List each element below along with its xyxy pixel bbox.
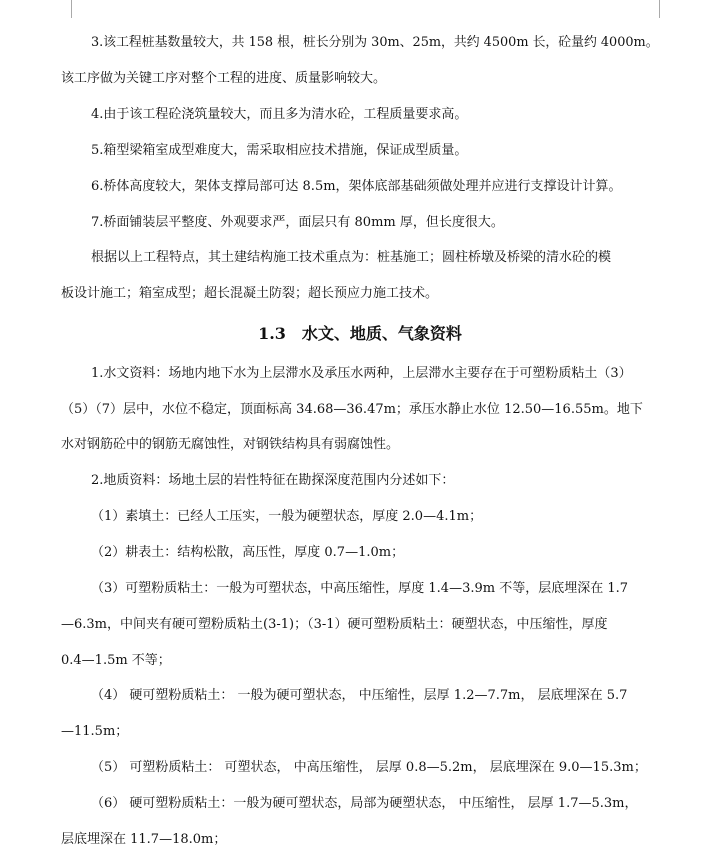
paragraph-line: （2）耕表土：结构松散，高压性，厚度 0.7—1.0m； — [91, 545, 405, 560]
paragraph-line: （5）（7）层中，水位不稳定，顶面标高 34.68—36.47m；承压水静止水位 12.50—16.55m。地下 — [61, 402, 643, 417]
paragraph-line: —6.3m，中间夹有硬可塑粉质粘土(3-1)；（3-1）硬可塑粉质粘土：硬塑状态，中压缩性，厚度 — [61, 617, 608, 632]
paragraph-line: 4.由于该工程砼浇筑量较大，而且多为清水砼，工程质量要求高。 — [91, 107, 468, 122]
paragraph-line: 板设计施工；箱室成型；超长混凝土防裂；超长预应力施工技术。 — [61, 286, 439, 301]
paragraph-line: 根据以上工程特点，其土建结构施工技术重点为：桩基施工；圆柱桥墩及桥梁的清水砼的模 — [91, 250, 612, 265]
section-heading: 1.3 水文、地质、气象资料 — [258, 324, 462, 343]
paragraph-line: （6） 硬可塑粉质粘土：一般为硬可塑状态，局部为硬塑状态， 中压缩性， 层厚 1.7—5.3m， — [91, 796, 638, 811]
paragraph-line: 6.桥体高度较大，架体支撑局部可达 8.5m，架体底部基础须做处理并应进行支撑设计计算。 — [91, 179, 622, 194]
page-corner-mark-left — [61, 0, 72, 18]
paragraph-line: 0.4—1.5m 不等； — [61, 653, 171, 668]
paragraph-line: 7.桥面铺装层平整度、外观要求严，面层只有 80mm 厚，但长度很大。 — [91, 215, 504, 230]
paragraph-line: 5.箱型梁箱室成型难度大，需采取相应技术措施，保证成型质量。 — [91, 143, 468, 158]
paragraph-line: （4） 硬可塑粉质粘土： 一般为硬可塑状态， 中压缩性，层厚 1.2—7.7m， 层底埋深在 5.7 — [91, 688, 628, 703]
paragraph-line: 1.水文资料：场地内地下水为上层滞水及承压水两种，上层滞水主要存在于可塑粉质粘土（3） — [91, 366, 632, 381]
paragraph-line: 层底埋深在 11.7—18.0m； — [61, 832, 227, 847]
paragraph-line: （1）素填土：已经人工压实，一般为硬塑状态，厚度 2.0—4.1m； — [91, 509, 483, 524]
paragraph-line: 2.地质资料：场地土层的岩性特征在勘探深度范围内分述如下： — [91, 473, 455, 488]
paragraph-line: 水对钢筋砼中的钢筋无腐蚀性，对钢铁结构具有弱腐蚀性。 — [61, 437, 400, 452]
paragraph-line: （5） 可塑粉质粘土： 可塑状态， 中高压缩性， 层厚 0.8—5.2m， 层底埋深在 9.0—15.3m； — [91, 760, 647, 775]
paragraph-line: 该工序做为关键工序对整个工程的进度、质量影响较大。 — [61, 71, 387, 86]
page-corner-mark-right — [659, 0, 670, 18]
paragraph-line: （3）可塑粉质粘土：一般为可塑状态，中高压缩性，厚度 1.4—3.9m 不等，层底埋深在 1.7 — [91, 581, 629, 596]
paragraph-line: —11.5m； — [61, 724, 129, 739]
paragraph-line: 3.该工程桩基数量较大，共 158 根，桩长分别为 30m、25m，共约 4500m 长，砼量约 4000m。 — [91, 35, 659, 50]
